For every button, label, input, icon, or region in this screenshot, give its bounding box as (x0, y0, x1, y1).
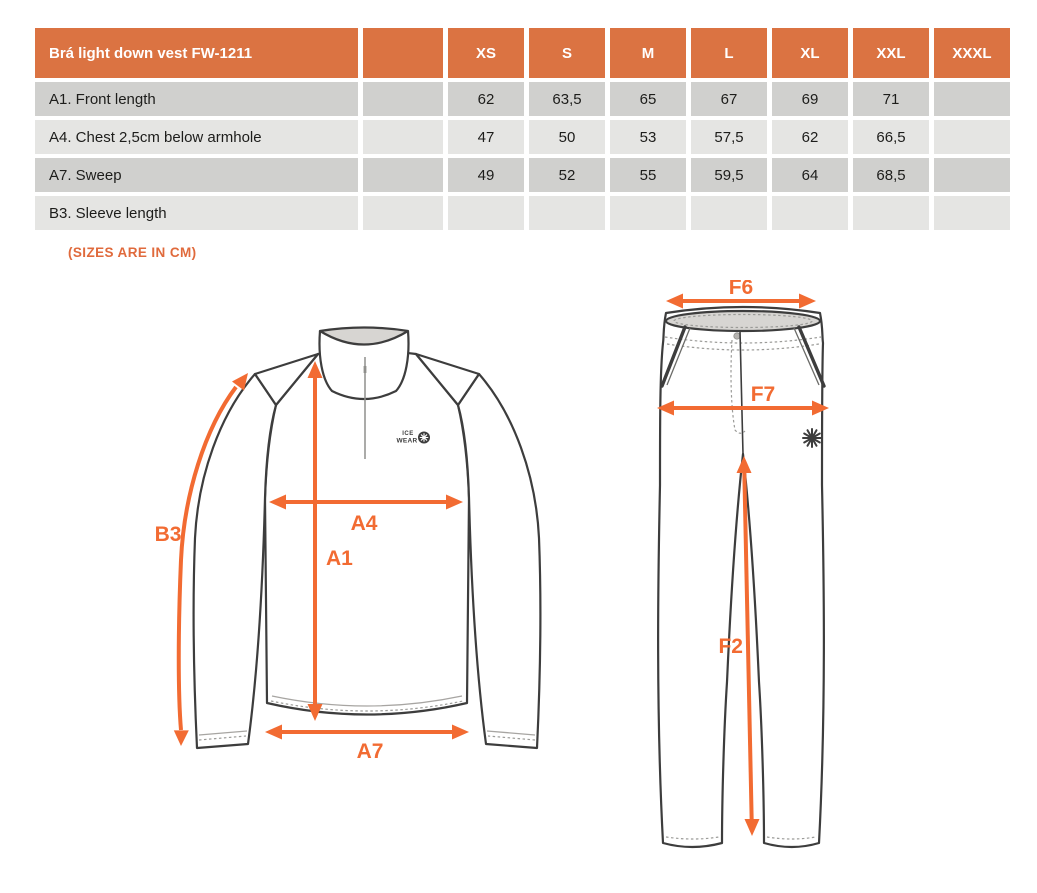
size-header-s: S (529, 28, 605, 78)
cell-a7-xxl: 68,5 (853, 158, 929, 192)
table-title-cell: Brá light down vest FW-1211 (35, 28, 358, 78)
cell-a4-xxxl (934, 120, 1010, 154)
f7-label: F7 (750, 383, 776, 406)
cell-a1-m: 65 (610, 82, 686, 116)
cell-b3-xs (448, 196, 524, 230)
pants-diagram (657, 280, 829, 847)
cell-a4-xl: 62 (772, 120, 848, 154)
cell-a4-xxl: 66,5 (853, 120, 929, 154)
size-header-xl: XL (772, 28, 848, 78)
size-header-xs: XS (448, 28, 524, 78)
cell-a4-xs: 47 (448, 120, 524, 154)
cell-a7-m: 55 (610, 158, 686, 192)
cell-b3-m (610, 196, 686, 230)
size-header-m: M (610, 28, 686, 78)
empty-cell (363, 82, 443, 116)
cell-b3-s (529, 196, 605, 230)
cell-a1-xs: 62 (448, 82, 524, 116)
cell-b3-xxl (853, 196, 929, 230)
size-header-xxl: XXL (853, 28, 929, 78)
cell-a7-xs: 49 (448, 158, 524, 192)
cell-a7-xl: 64 (772, 158, 848, 192)
cell-b3-xl (772, 196, 848, 230)
empty-header-cell (363, 28, 443, 78)
cell-a4-m: 53 (610, 120, 686, 154)
cell-a7-l: 59,5 (691, 158, 767, 192)
size-header-xxxl: XXXL (934, 28, 1010, 78)
sizes-in-cm-note: (SIZES ARE IN CM) (68, 245, 197, 260)
cell-a4-s: 50 (529, 120, 605, 154)
left-sleeve (194, 374, 276, 748)
f2-label: F2 (718, 635, 743, 658)
empty-cell (363, 158, 443, 192)
cell-a4-l: 57,5 (691, 120, 767, 154)
right-sleeve (458, 374, 540, 748)
a7-label: A7 (356, 740, 384, 763)
cell-b3-xxxl (934, 196, 1010, 230)
waist-button (734, 333, 740, 339)
row-label-a7: A7. Sweep (35, 158, 358, 192)
waist-opening (666, 311, 820, 331)
cell-a1-xl: 69 (772, 82, 848, 116)
cell-a1-s: 63,5 (529, 82, 605, 116)
b3-label: B3 (154, 523, 182, 546)
a1-label: A1 (326, 547, 353, 570)
row-label-a1: A1. Front length (35, 82, 358, 116)
measurement-diagrams (0, 280, 1037, 893)
size-table (35, 28, 1010, 230)
cell-a1-l: 67 (691, 82, 767, 116)
cell-a7-xxxl (934, 158, 1010, 192)
a7-arrow (265, 725, 469, 740)
row-label-b3: B3. Sleeve length (35, 196, 358, 230)
f6-label: F6 (728, 280, 754, 299)
logo-snowflake-icon (420, 434, 428, 442)
empty-cell (363, 120, 443, 154)
empty-cell (363, 196, 443, 230)
row-label-a4: A4. Chest 2,5cm below armhole (35, 120, 358, 154)
cell-b3-l (691, 196, 767, 230)
cell-a1-xxxl (934, 82, 1010, 116)
top-garment-diagram (155, 328, 541, 764)
size-header-l: L (691, 28, 767, 78)
logo-text-wear: WEAR (396, 437, 418, 445)
icewear-logo (396, 431, 430, 445)
a4-label: A4 (350, 512, 378, 535)
logo-text-ice: ICE (402, 431, 414, 437)
cell-a7-s: 52 (529, 158, 605, 192)
zipper-pull (364, 366, 367, 373)
cell-a1-xxl: 71 (853, 82, 929, 116)
